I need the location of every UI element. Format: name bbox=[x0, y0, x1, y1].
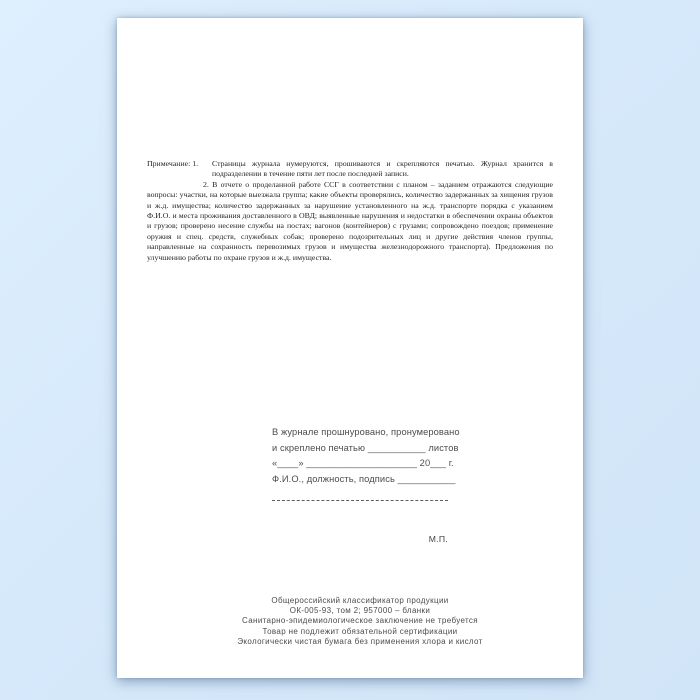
cert-line-4: Ф.И.О., должность, подпись ___________ bbox=[272, 474, 456, 485]
stitching-certification-block bbox=[272, 425, 460, 501]
footer-line-sanitary: Санитарно-эпидемиологическое заключение не требуется bbox=[242, 616, 478, 626]
footer-line-classifier: Общероссийский классификатор продукции bbox=[271, 596, 449, 605]
footer-line-ok-code: ОК-005-93, том 2; 957000 – бланки bbox=[289, 606, 431, 616]
cert-line-2: и скреплено печатью ___________ листов bbox=[272, 442, 459, 453]
note-label: Примечание: 1. bbox=[147, 159, 199, 168]
footer-line-eco-paper: Экологически чистая бумага без применения хлора и кислот bbox=[237, 636, 483, 646]
note-item-1-text: Страницы журнала нумеруются, прошиваются и скрепляются печатью. Журнал хранится в подразделении в течение пяти лет после последней записи. bbox=[212, 159, 553, 179]
cert-line-3: «____» _____________________ 20___ г. bbox=[272, 458, 454, 469]
note-item-1 bbox=[147, 159, 553, 180]
footer-line-certification: Товар не подлежит обязательной сертификации bbox=[262, 626, 458, 636]
print-info-block bbox=[150, 596, 570, 647]
stamp-place-label: М.П. bbox=[428, 534, 448, 544]
note-item-2-text: 2. В отчете о проделанной работе ССГ в соответствии с планом – заданием отражаются следующие вопросы: участки, на которые выезжала группа; какие объекты проверялись, количество задержанных за хищения грузов и ж.д. имущества; количество задержанных за нарушение установленного на ж.д. транспорте порядка с указанием Ф.И.О. и места проживания доставленного в ОВД; выявленные нарушения и недостатки в обеспечении охраны объектов и грузов; проверено несение службы на постах; вагонов (контейнеров) с грузами; сопровождено поездов; применение оружия и спец. средств, служебных собак; проверено подозрительных лиц и другие действия членов группы, направленные на сохранность перевозимых грузов и имущества железнодорожного транспорта). Предложения по улучшению работы по охране грузов и ж.д. имущества. bbox=[147, 179, 553, 262]
note-paragraph bbox=[147, 159, 553, 263]
document-page bbox=[117, 18, 583, 678]
dashed-signature-line bbox=[272, 500, 448, 501]
cert-line-1: В журнале прошнуровано, пронумеровано bbox=[272, 427, 460, 437]
